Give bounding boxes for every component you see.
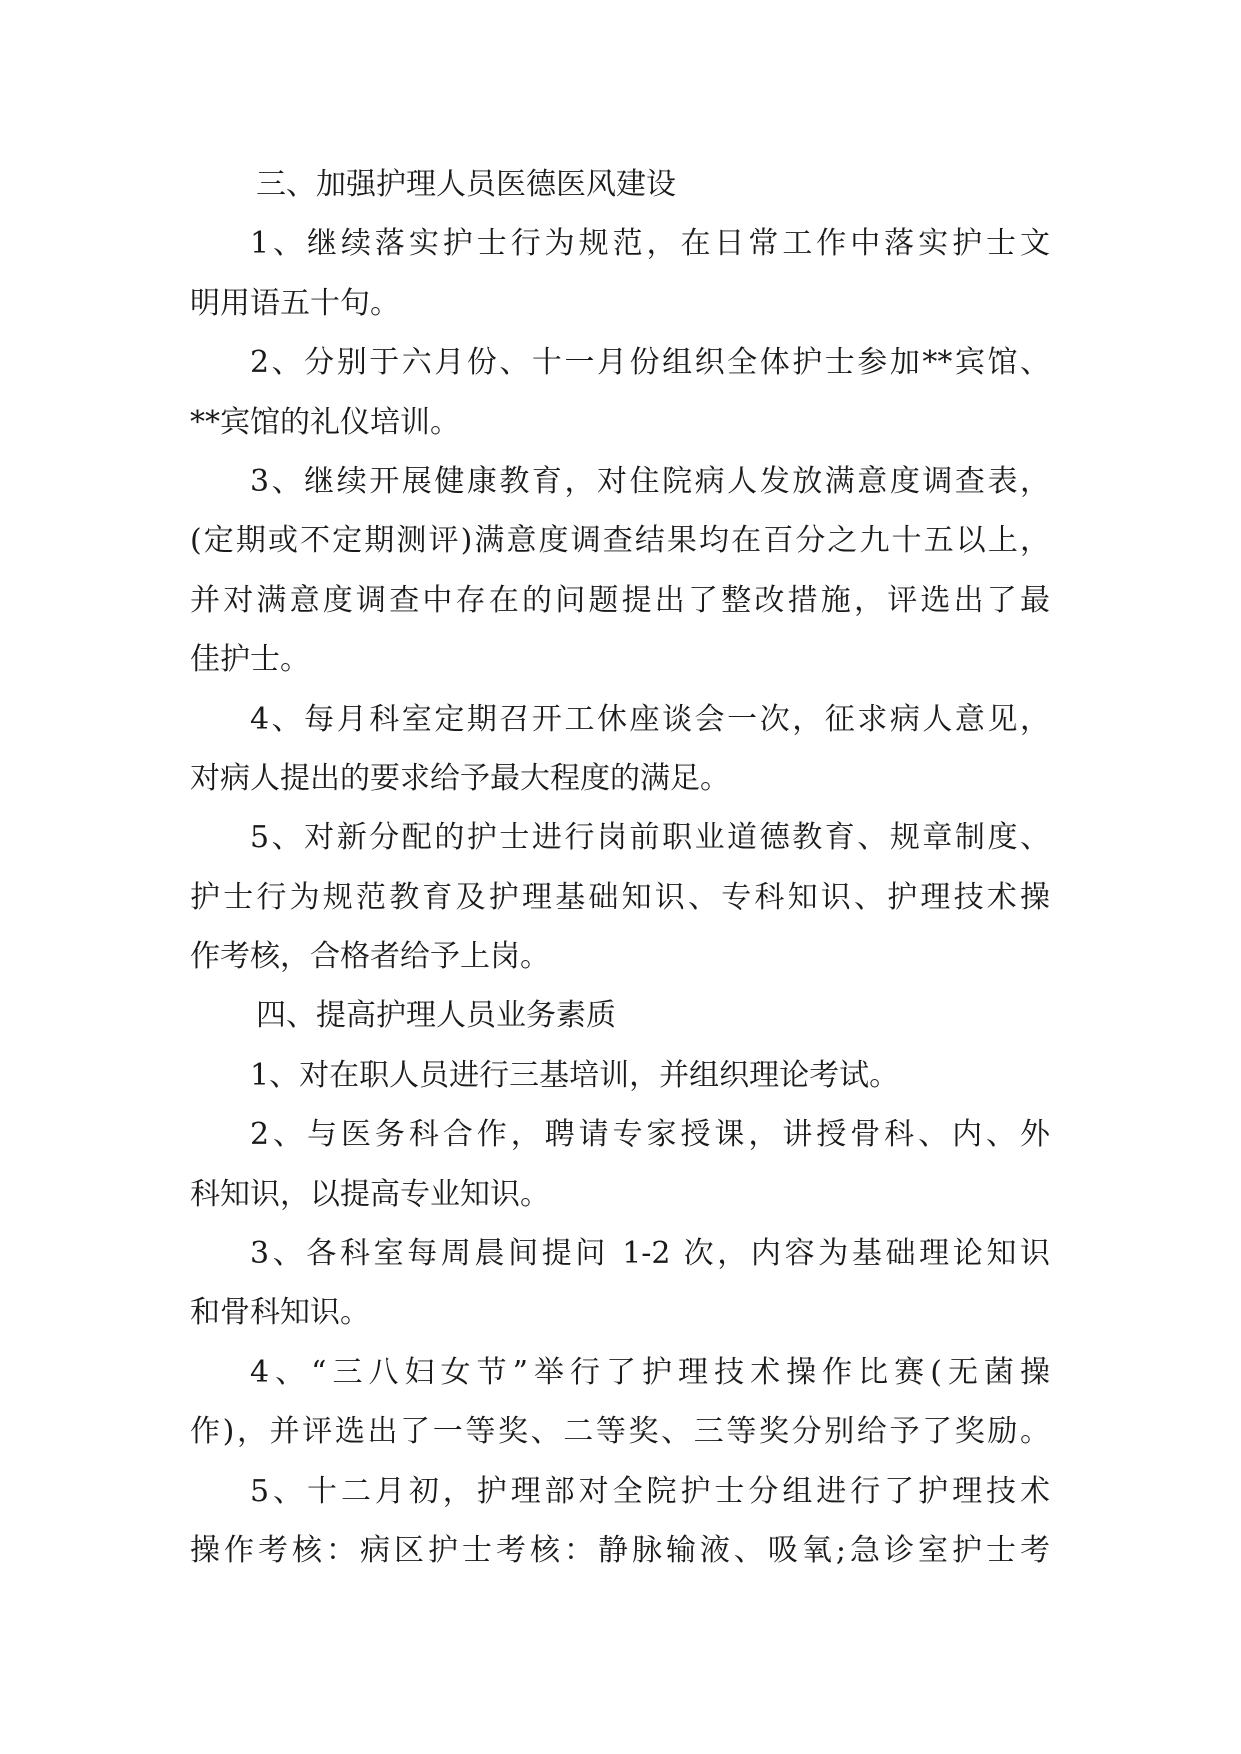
paragraph-line: 1、对在职人员进行三基培训，并组织理论考试。 (250, 1057, 900, 1093)
document-body (190, 155, 1050, 1580)
paragraph-line: 5、十二月初，护理部对全院护士分组进行了护理技术 (250, 1473, 1050, 1509)
paragraph-line: 3、各科室每周晨间提问 1-2 次，内容为基础理论知识 (250, 1236, 1050, 1272)
paragraph-line: 和骨科知识。 (190, 1295, 370, 1331)
paragraph-line: 5、对新分配的护士进行岗前职业道德教育、规章制度、 (250, 820, 1050, 856)
paragraph-line: 作)，并评选出了一等奖、二等奖、三等奖分别给予了奖励。 (190, 1414, 1050, 1450)
paragraph-line: 明用语五十句。 (190, 285, 400, 321)
paragraph-line: 3、继续开展健康教育，对住院病人发放满意度调查表， (250, 463, 1050, 499)
paragraph-line: 作考核，合格者给予上岗。 (190, 939, 550, 975)
section-heading-3: 三、加强护理人员医德医风建设 (256, 167, 676, 202)
paragraph-line: 对病人提出的要求给予最大程度的满足。 (190, 760, 730, 796)
paragraph-line: 4、“三八妇女节”举行了护理技术操作比赛(无菌操 (250, 1354, 1050, 1390)
paragraph-line: (定期或不定期测评)满意度调查结果均在百分之九十五以上， (190, 523, 1050, 559)
paragraph-line: 1、继续落实护士行为规范，在日常工作中落实护士文 (250, 226, 1050, 262)
paragraph-line: 并对满意度调查中存在的问题提出了整改措施，评选出了最 (190, 582, 1050, 618)
paragraph-line: 科知识，以提高专业知识。 (190, 1176, 550, 1212)
paragraph-line: 佳护士。 (190, 642, 310, 678)
paragraph-line: 4、每月科室定期召开工休座谈会一次，征求病人意见， (250, 701, 1050, 737)
section-heading-4: 四、提高护理人员业务素质 (256, 998, 616, 1034)
paragraph-line: 2、与医务科合作，聘请专家授课，讲授骨科、内、外 (250, 1117, 1050, 1153)
paragraph-line: **宾馆的礼仪培训。 (190, 404, 460, 440)
paragraph-line: 2、分别于六月份、十一月份组织全体护士参加**宾馆、 (250, 345, 1050, 381)
paragraph-line: 操作考核：病区护士考核：静脉输液、吸氧;急诊室护士考 (190, 1532, 1050, 1568)
paragraph-line: 护士行为规范教育及护理基础知识、专科知识、护理技术操 (190, 879, 1050, 915)
